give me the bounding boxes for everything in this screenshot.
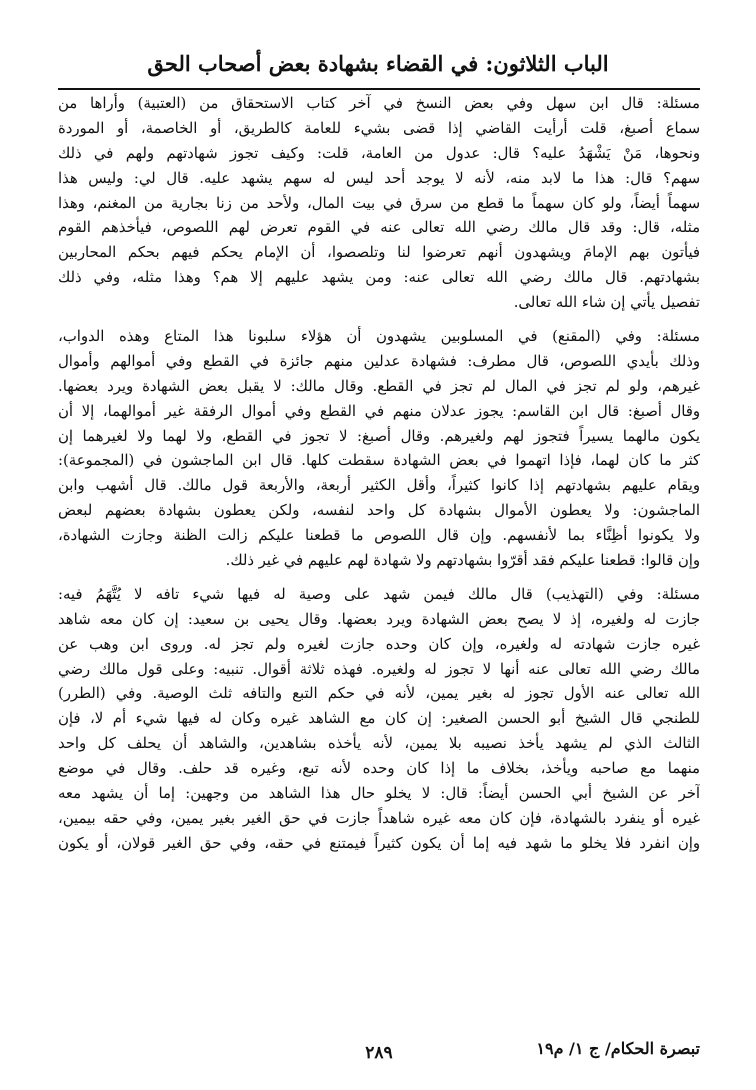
paragraph-1 [58, 92, 700, 316]
paragraph-spacer [58, 316, 700, 325]
text-line: الماجشون: ولا يعطون الأموال بشهادة كل واحد لنفسه، ولكن يعطون بشهادة بعضهم لبعض [58, 502, 700, 520]
chapter-title: الباب الثلاثون: في القضاء بشهادة بعض أصحاب الحق [147, 51, 609, 76]
text-line: ولا يكونوا أظِنَّاء بما لأنفسهم. وإن قال اللصوص ما قطعنا عليكم زالت الظنة وجازت الشهادة، [58, 527, 700, 545]
text-line: بشهادتهم. قال مالك رضي الله تعالى عنه: ومن يشهد عليهم إلا هم؟ وهذا مثله، وفي ذلك [58, 269, 700, 287]
paragraph-2 [58, 325, 700, 574]
text-line: مسئلة: وفي (المقنع) في المسلوبين يشهدون أن هؤلاء سلبونا هذا المتاع وهذه الدواب، [58, 328, 700, 346]
paragraph-3 [58, 583, 700, 857]
text-line: الثالث الذي لم يشهد يأخذ نصيبه بلا يمين، لأنه يأخذه بشاهدين، والشاهد أن يحلف كل واحد [58, 735, 700, 753]
text-line: مثله، قال: وقد قال مالك رضي الله تعالى عنه في القوم تعرض لهم اللصوص، فيأخذهم القوم [58, 219, 700, 237]
page-body [58, 92, 700, 1027]
text-line: وإن انفرد فلا يخلو ما شهد فيه إما أن يكون كثيراً فيمتنع في حقه، وفي حق الغير قولان، أو يكون [58, 834, 700, 852]
text-line: فيأتون بهم الإمامَ ويشهدون أنهم تعرضوا لنا وتلصصوا، أن الإمام يحكم فيهم بحكم المحاربين [58, 244, 700, 262]
text-line: غيرهم، ولو لم تجز في المال لم تجز في القطع. وقال مالك: لا يقبل بعض الشهادة ويرد بعضها. [58, 377, 700, 395]
text-line: جازت له ولغيره، إذ لا يصح بعض الشهادة ويرد بعضها. وقال يحيى بن سعيد: إن كان معه شاهد [58, 610, 700, 628]
text-line: يكون مالهما يسيراً فتجوز لهم ولغيرهم. وقال أصبغ: لا تجوز في القطع، ولا لهما ولا لغيرهما إن [58, 427, 700, 445]
text-line: مسئلة: قال ابن سهل وفي بعض النسخ في آخر كتاب الاستحقاق من (العتبية) وأراها من [58, 95, 700, 112]
page-number: ٢٨٩ [365, 1043, 393, 1063]
text-line: غيره أو ينفرد بالشهادة، فإن كان معه غيره شاهداً جازت في حق الغير بغير يمين، وفي حقه بيمين، [58, 809, 700, 827]
title-divider [58, 88, 700, 90]
text-line: مسئلة: وفي (التهذيب) قال مالك فيمن شهد على وصية له فيها شيء تافه لا يُتَّهَمُ فيه: [58, 585, 700, 603]
book-reference: تبصرة الحكام/ ج ١/ م١٩ [536, 1039, 700, 1058]
text-line: تفصيل يأتي إن شاء الله تعالى. [513, 294, 700, 312]
text-line: وقال أصبغ: قال ابن القاسم: يجوز عدلان منهم في القطع وفي أموال الرفقة غير أموالهما، إلا أن [58, 402, 700, 420]
text-line: آخر عن الشيخ أبي الحسن أيضاً: قال: لا يخلو حال هذا الشاهد من وجهين: إما أن يشهد معه [58, 785, 700, 803]
text-line: سماع أصبغ، قلت أرأيت القاضي إذا قضى بشيء للعامة كالطريق، أو الخاصمة، أو الموردة [58, 119, 700, 137]
text-line: غيره جازت شهادته له ولغيره، وإن كان وحده جازت لغيره ولم تجز له. وروى ابن وهب عن [58, 635, 700, 653]
page-footer [58, 1034, 700, 1068]
text-line: مالك رضي الله تعالى عنه أنها لا تجوز له ولغيره. فهذه ثلاثة أقوال. تنبيه: وعلى قول مالك رضي [58, 660, 700, 678]
text-line: ويقام عليهم بشهادتهم إذا كانوا كثيراً، وأقل الكثير أربعة، والأربعة قول مالك. قال أشهب وابن [58, 477, 700, 495]
text-line: وإن قالوا: قطعنا عليكم فقد أقرّوا بشهادتهم ولا شهادة لهم عليهم في غير ذلك. [225, 552, 700, 570]
text-line: الله تعالى عنه الأول تجوز له بغير يمين، لأنه في حكم التبع والتافه ثلث الوصية. وفي (الطرر) [58, 685, 700, 703]
text-line: للطنجي قال الشيخ أبو الحسن الصغير: إن كان مع الشاهد غيره وكان له فيها شيء أم لا، فإن [58, 710, 700, 728]
paragraph-spacer [58, 574, 700, 583]
text-line: وذلك بأيدي اللصوص، قال مطرف: فشهادة عدلين منهم جائزة في القطع وفي أموالهم وأموال [58, 352, 700, 370]
text-line: كثر ما كان لهما، فإذا اتهموا في بعض الشهادة سقطت كلها. قال ابن الماجشون في (المجموعة): [58, 452, 700, 470]
text-line: سهماً أيضاً، ولو كان سهماً ما قطع من سرق في بيت المال، ولأحد من زنا بجارية من المغنم، وهذا [58, 194, 700, 212]
text-line: منهما مع صاحبه ويأخذ، بخلاف ما إذا كان وحده لأنه تبع، وغيره قد حلف. وقال في موضع [58, 760, 700, 778]
text-line: ونحوها، مَنْ يَشْهَدُ عليه؟ قال: عدول من العامة، قلت: وكيف تجوز شهادتهم ولهم في ذلك [58, 144, 700, 162]
text-line: سهم؟ قال: هذا ما لابد منه، لأنه لا يوجد أحد ليس له سهم يشهد عليه. قال لي: وليس هذا [58, 169, 700, 187]
